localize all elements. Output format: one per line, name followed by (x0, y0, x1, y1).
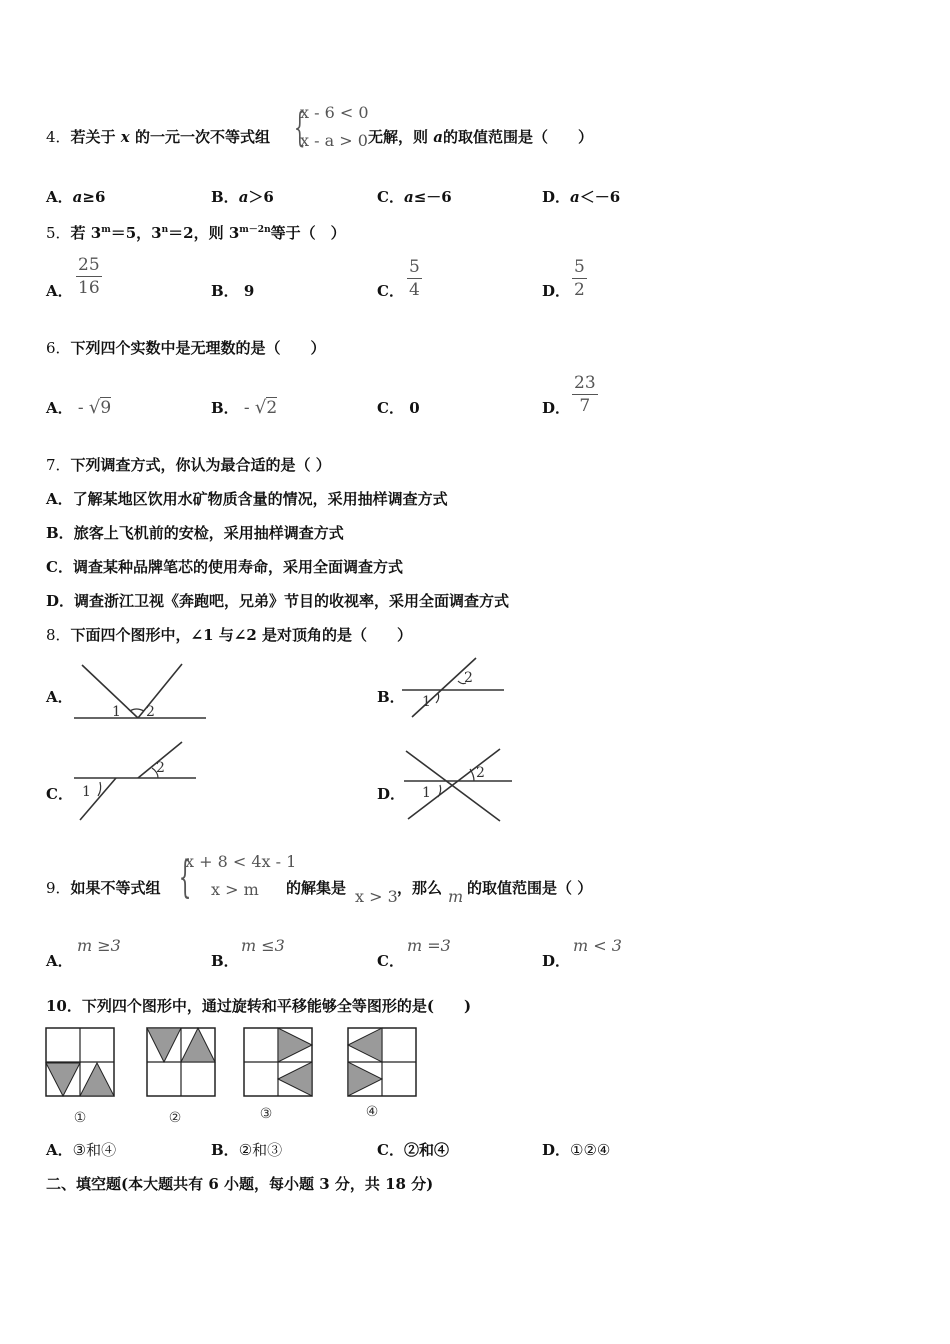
q9-option-b-label[interactable]: B． (211, 952, 239, 970)
q6-option-b-label: B． (211, 399, 239, 417)
q8-stem (46, 625, 412, 645)
q8-a-angle2: 2 (146, 704, 155, 720)
q9-stem-b (286, 878, 346, 898)
section2-title: 二、填空题(本大题共有 6 小题，每小题 3 分，共 18 分) (46, 1175, 434, 1193)
q9-option-b-value: m ≤3 (241, 936, 285, 955)
q7-option-d-label: D． (46, 592, 75, 610)
q6-option-a-radicand: 9 (100, 398, 112, 418)
q5-option-c-denominator: 4 (409, 280, 420, 300)
q5-sup-exp: m－2n (239, 225, 271, 235)
q6-option-a-sqrt-icon: √ (88, 397, 101, 418)
q8-figure-a (70, 660, 210, 724)
q4-option-a-var: a (72, 188, 83, 206)
q9-number: 9． (46, 879, 71, 897)
q5-option-d-denominator: 2 (574, 280, 585, 300)
q9-text-a: 如果不等式组 (70, 879, 161, 897)
q10-option-a-text: ③和④ (72, 1141, 117, 1159)
q9-ineq2: x > m (211, 880, 259, 899)
q6-option-b-sqrt-icon: √ (254, 397, 267, 418)
q4-option-b-label: B． (211, 188, 239, 206)
q10-option-a-label: A． (46, 1141, 73, 1159)
q4-option-d-var: a (570, 188, 580, 206)
q8-d-line1 (408, 749, 500, 819)
q6-number: 6． (46, 339, 71, 357)
q4-option-d[interactable] (542, 186, 620, 207)
q10-fig2-triangle-a (147, 1028, 181, 1062)
q8-option-a-label[interactable]: A． (46, 688, 73, 706)
q8-b-angle1: 1 (422, 694, 431, 710)
q10-option-d[interactable] (542, 1139, 610, 1160)
q4-system (300, 99, 369, 155)
q4-option-a-label: A． (46, 188, 73, 206)
q8-figure-c (70, 740, 200, 822)
q4-suffix-b: 的取值范围是（ ） (442, 128, 593, 146)
q5-option-d-label[interactable]: D． (542, 282, 571, 300)
q4-option-c-value: ≤－6 (413, 188, 452, 206)
q8-c-arc1 (98, 782, 101, 796)
q10-fig1-triangle-a (46, 1063, 80, 1096)
q10-figure-1 (44, 1026, 116, 1126)
q10-option-b-text: ②和③ (238, 1141, 283, 1159)
q8-a-left-ray (82, 665, 138, 718)
q7-option-a[interactable] (46, 489, 448, 509)
q5-option-a-fraction (76, 254, 102, 299)
q10-figure-3 (242, 1026, 314, 1126)
q4-option-c-label: C． (377, 188, 404, 206)
q10-fig4-triangle-b (348, 1062, 382, 1096)
q10-fig2-triangle-b (181, 1028, 215, 1062)
q7-option-a-label: A． (46, 490, 73, 508)
q4-option-d-label: D． (542, 188, 571, 206)
q8-figure-b (400, 655, 506, 721)
q8-text: 下面四个图形中，∠1 与∠2 是对顶角的是（ ） (70, 626, 413, 644)
q9-option-c-value: m =3 (407, 936, 451, 955)
q5-sup-n: n (161, 225, 169, 235)
q10-figure-4 (346, 1026, 418, 1126)
q10-fig4-triangle-a (348, 1028, 382, 1062)
q10-fig1-triangle-b (80, 1063, 114, 1096)
q10-option-b[interactable] (211, 1139, 282, 1160)
q4-option-b-var: a (238, 188, 249, 206)
q9-stem-c (397, 878, 442, 898)
q7-stem (46, 455, 331, 475)
q9-option-d-value: m < 3 (573, 936, 622, 955)
q7-option-b[interactable] (46, 523, 344, 543)
q7-option-c-label: C． (46, 558, 73, 576)
q5-option-a-numerator: 25 (78, 255, 100, 275)
q7-number: 7． (46, 456, 71, 474)
q8-option-d-label[interactable]: D． (377, 785, 406, 803)
q5-option-b[interactable] (211, 280, 254, 301)
q10-option-c[interactable] (377, 1139, 449, 1160)
q5-option-d-fraction (572, 256, 587, 301)
q4-var-a: a (433, 128, 443, 146)
q10-fig1-label: ① (73, 1110, 87, 1126)
q9-stem-a (46, 878, 161, 898)
q6-option-b-sign: - (243, 398, 250, 418)
q9-brace: { (178, 852, 192, 903)
q4-option-b[interactable] (211, 186, 274, 207)
q4-ineq1: x - 6 < 0 (300, 103, 369, 122)
q9-system (185, 848, 296, 904)
q4-stem (46, 127, 270, 147)
q9-ineq1: x + 8 < 4x - 1 (185, 852, 297, 871)
q6-option-c-label: C． (377, 399, 404, 417)
q9-option-c-label[interactable]: C． (377, 952, 404, 970)
q6-text: 下列四个实数中是无理数的是（ ） (70, 339, 326, 357)
q7-option-c-text: 调查某种品牌笔芯的使用寿命，采用全面调查方式 (72, 558, 403, 576)
q7-option-a-text: 了解某地区饮用水矿物质含量的情况，采用抽样调查方式 (72, 490, 448, 508)
q6-option-c-value: 0 (409, 399, 420, 417)
q8-c-angle2: 2 (156, 760, 165, 776)
q6-option-d-denominator: 7 (572, 394, 598, 417)
q7-option-b-text: 旅客上飞机前的安检，采用抽样调查方式 (73, 524, 344, 542)
q5-option-b-value: 9 (243, 282, 255, 300)
q6-option-d-numerator: 23 (574, 373, 596, 393)
q4-option-c[interactable] (377, 186, 452, 207)
q10-number: 10． (46, 997, 82, 1015)
q10-figure-2 (145, 1026, 217, 1126)
q8-option-c-label[interactable]: C． (46, 785, 73, 803)
q10-fig4-label: ④ (365, 1104, 379, 1120)
q5-option-a-label[interactable]: A． (46, 282, 73, 300)
q10-option-c-label: C． (377, 1141, 404, 1159)
q9-option-a-label[interactable]: A． (46, 952, 73, 970)
q4-stem-tail (368, 127, 593, 147)
q10-fig2-label: ② (168, 1110, 182, 1126)
q5-option-c-label[interactable]: C． (377, 282, 404, 300)
q6-option-a[interactable] (46, 397, 111, 418)
q8-a-right-ray (138, 664, 182, 718)
q4-number: 4． (46, 128, 71, 146)
q4-option-b-value: ＞6 (248, 188, 274, 206)
q9-option-d-label[interactable]: D． (542, 952, 571, 970)
q6-option-d-label[interactable]: D． (542, 399, 571, 417)
q9-text-b: 的解集是 (286, 879, 347, 897)
q8-b-angle2: 2 (464, 670, 473, 686)
q7-option-d-text: 调查浙江卫视《奔跑吧，兄弟》节目的收视率，采用全面调查方式 (74, 592, 510, 610)
q10-option-d-text: ①②④ (570, 1141, 611, 1159)
q5-option-c-fraction (407, 256, 422, 301)
q10-option-d-label: D． (542, 1141, 571, 1159)
q9-var-m: m (448, 887, 464, 906)
q9-stem-d (467, 878, 592, 898)
q6-option-a-label: A． (46, 399, 73, 417)
q8-option-b-label[interactable]: B． (377, 688, 405, 706)
q4-option-c-var: a (403, 188, 414, 206)
q10-text: 下列四个图形中，通过旋转和平移能够全等图形的是( ) (81, 997, 472, 1015)
q6-option-b[interactable] (211, 397, 277, 418)
q7-option-c[interactable] (46, 557, 403, 577)
q9-option-a-value: m ≥3 (77, 936, 121, 955)
q9-text-c: ，那么 (397, 879, 443, 897)
q8-number: 8． (46, 626, 71, 644)
q6-option-d-fraction (572, 372, 598, 417)
q8-figure-d (402, 745, 514, 825)
q10-option-c-text: ②和④ (403, 1141, 449, 1159)
q4-prefix: 若关于 (70, 128, 116, 146)
q5-text-a: 若 3 (70, 224, 102, 242)
q5-sup-m: m (101, 225, 111, 235)
q5-option-c-numerator: 5 (409, 257, 420, 277)
q9-text-d: 的取值范围是（ ） (467, 879, 593, 897)
q10-option-a[interactable] (46, 1139, 116, 1160)
q5-text-c: ＝2，则 3 (168, 224, 240, 242)
q5-option-a-denominator: 16 (78, 278, 100, 298)
q4-option-d-value: ＜－6 (579, 188, 621, 206)
q7-option-d[interactable] (46, 591, 509, 611)
q5-text-d: 等于（ ） (270, 224, 346, 242)
q10-fig3-triangle-b (278, 1062, 312, 1096)
q7-option-b-label: B． (46, 524, 74, 542)
q6-option-b-radicand: 2 (266, 398, 278, 418)
q9-solution: x > 3 (355, 887, 398, 906)
q6-option-a-sign: - (77, 398, 84, 418)
q10-fig3-triangle-a (278, 1028, 312, 1062)
q4-option-a[interactable] (46, 186, 105, 207)
q7-text: 下列调查方式，你认为最合适的是（ ） (70, 456, 331, 474)
q6-option-c[interactable] (377, 397, 420, 418)
q6-stem (46, 338, 326, 358)
q8-d-angle2: 2 (476, 765, 485, 781)
q4-ineq2: x - a > 0 (300, 131, 368, 150)
q4-option-a-value: ≥6 (82, 188, 106, 206)
q4-var-x: x (120, 128, 130, 146)
q4-middle: 的一元一次不等式组 (134, 128, 270, 146)
q8-d-angle1: 1 (422, 785, 431, 801)
q5-number: 5． (46, 224, 71, 242)
q5-text-b: ＝5，3 (110, 224, 162, 242)
q4-brace: { (293, 105, 306, 151)
q5-option-d-numerator: 5 (574, 257, 585, 277)
q10-stem (46, 996, 471, 1016)
q10-fig3-label: ③ (259, 1106, 273, 1122)
q4-suffix-a: 无解，则 (368, 128, 429, 146)
q10-option-b-label: B． (211, 1141, 239, 1159)
q5-option-b-label: B． (211, 282, 239, 300)
q8-a-angle1: 1 (112, 704, 121, 720)
q5-stem (46, 220, 346, 243)
q8-c-angle1: 1 (82, 784, 91, 800)
q8-a-angle-arc (130, 709, 144, 711)
